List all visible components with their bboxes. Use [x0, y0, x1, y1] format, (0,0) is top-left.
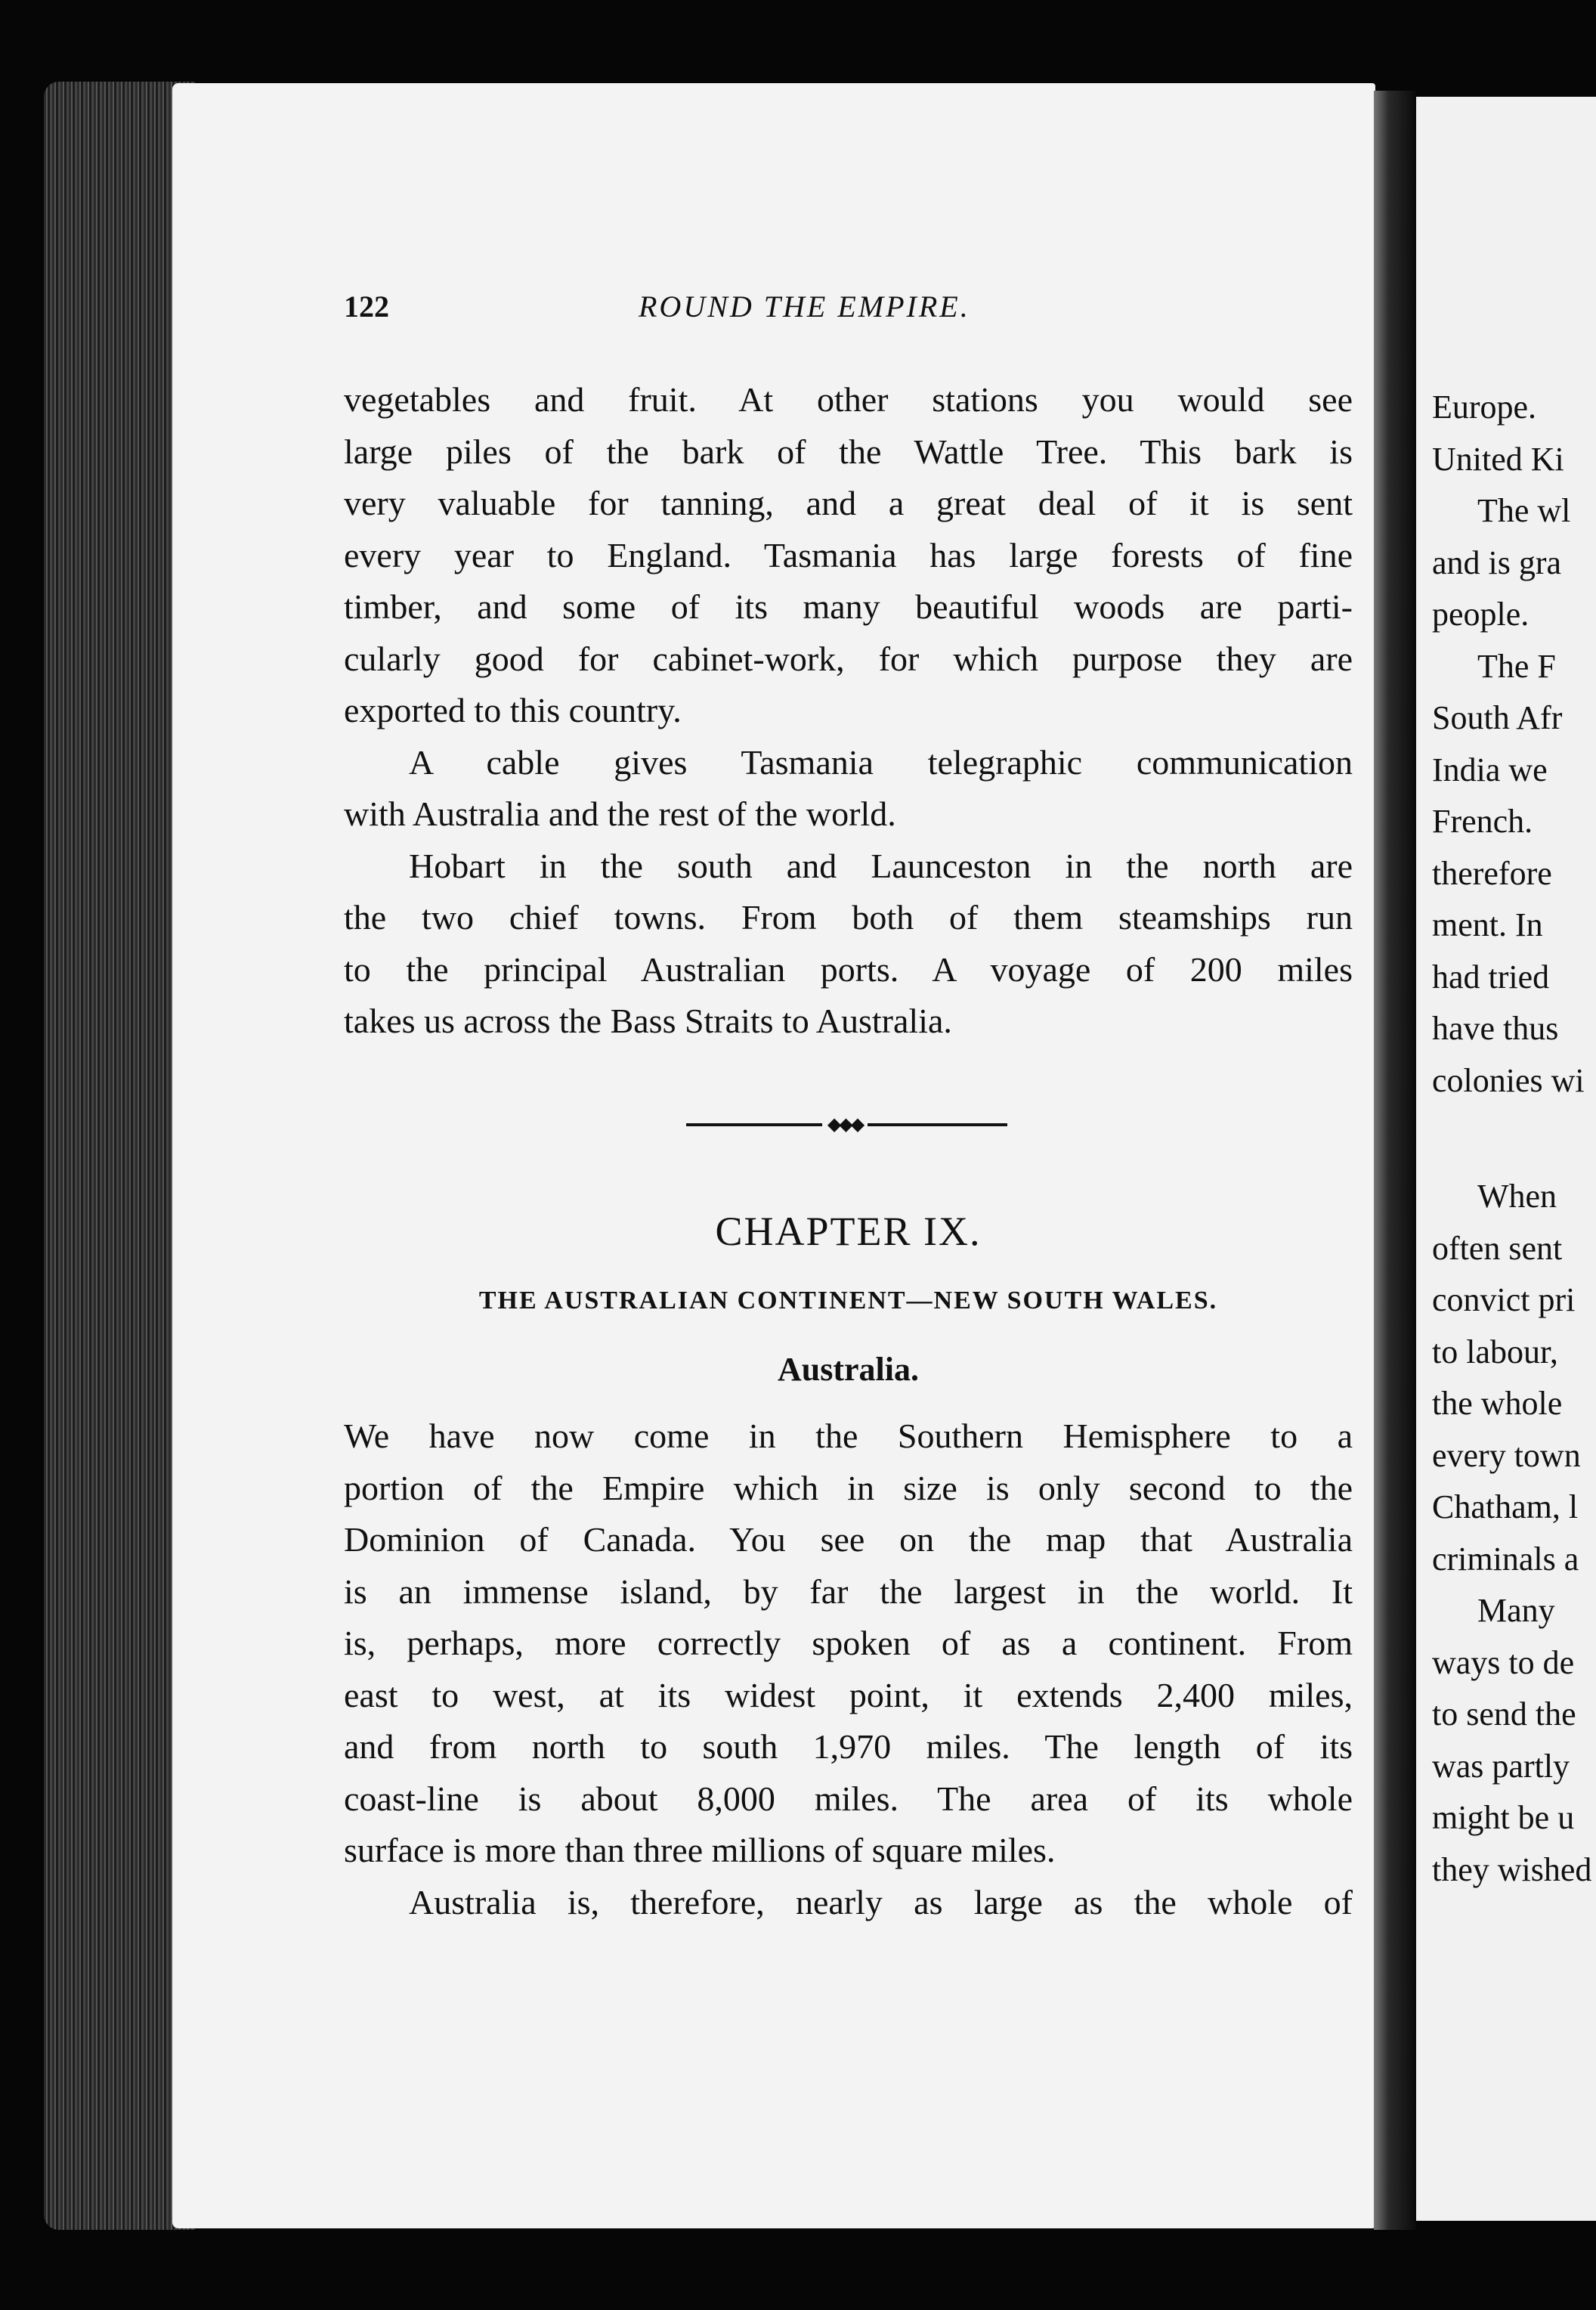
right-text-line: ways to de [1432, 1643, 1575, 1681]
right-text-line: convict pri [1432, 1281, 1576, 1318]
chapter-subtitle: THE AUSTRALIAN CONTINENT—NEW SOUTH WALES. [478, 1287, 1218, 1314]
text-line: exported to this country. [344, 691, 682, 729]
text-line: We have now come in the Southern Hemisphere to a [344, 1417, 1353, 1455]
right-text-line: to send the [1432, 1695, 1576, 1732]
text-line: takes us across the Bass Straits to Australia. [344, 1002, 952, 1040]
text-line: Hobart in the south and Launceston in the north are [409, 846, 1353, 885]
right-text-line: might be u [1432, 1799, 1575, 1836]
right-text-line: to labour, [1432, 1333, 1558, 1370]
right-text-line: was partly [1432, 1747, 1570, 1785]
right-text-line: criminals a [1432, 1540, 1579, 1578]
right-text-line: the whole [1432, 1385, 1563, 1422]
chapter-title: CHAPTER IX. [715, 1209, 982, 1254]
text-line: surface is more than three millions of square miles. [344, 1831, 1056, 1869]
right-text-line: people. [1432, 596, 1530, 633]
divider-ornament: ◆◆◆ [822, 1111, 868, 1138]
right-text-line: they wished [1432, 1850, 1592, 1888]
text-line: the two chief towns. From both of them steamships run [344, 898, 1353, 937]
text-line: large piles of the bark of the Wattle Tree. This bark is [344, 432, 1353, 471]
right-text-line: had tried [1432, 958, 1550, 996]
right-page-text [1432, 382, 1596, 1896]
right-text-line: ment. In [1432, 906, 1543, 943]
right-text-line: Chatham, l [1432, 1488, 1579, 1525]
right-text-line: have thus [1432, 1010, 1559, 1047]
right-text-line: Many [1477, 1592, 1555, 1629]
text-line: is, perhaps, more correctly spoken of as a continent. From [344, 1624, 1353, 1662]
right-text-line: Europe. [1432, 389, 1537, 426]
right-text-line: and is gra [1432, 543, 1562, 581]
book-gutter [1374, 91, 1416, 2230]
text-line: timber, and some of its many beautiful woods are parti- [344, 587, 1353, 626]
right-text-line: India we [1432, 751, 1548, 788]
text-line: east to west, at its widest point, it extends 2,400 miles, [344, 1675, 1353, 1714]
text-line: with Australia and the rest of the world. [344, 794, 896, 833]
running-head: ROUND THE EMPIRE. [639, 290, 970, 324]
text-line: cularly good for cabinet-work, for which purpose they are [344, 639, 1353, 678]
text-line: Dominion of Canada. You see on the map that Australia [344, 1520, 1353, 1559]
body-text-after-chapter [344, 1410, 1353, 1928]
text-line: and from north to south 1,970 miles. The length of its [344, 1727, 1353, 1766]
body-text-before-chapter [344, 374, 1353, 1048]
text-line: every year to England. Tasmania has large forests of fine [344, 535, 1353, 574]
right-text-line: South Afr [1432, 699, 1563, 736]
text-line: is an immense island, by far the largest in the world. It [344, 1571, 1353, 1611]
right-text-line: The F [1477, 647, 1556, 685]
right-text-line: The wl [1477, 492, 1571, 529]
right-text-line: United Ki [1432, 440, 1564, 478]
text-line: to the principal Australian ports. A voyage of 200 miles [344, 949, 1353, 989]
page-header [344, 289, 1356, 334]
text-line: A cable gives Tasmania telegraphic communication [409, 742, 1353, 782]
right-text-line: therefore [1432, 854, 1552, 892]
text-line: Australia is, therefore, nearly as large as the whole of [409, 1882, 1353, 1921]
right-text-line: colonies wi [1432, 1061, 1585, 1099]
right-text-line: When [1477, 1178, 1557, 1215]
page-number: 122 [344, 290, 389, 324]
right-text-line: French. [1432, 803, 1533, 840]
text-line: very valuable for tanning, and a great deal of it is sent [344, 484, 1353, 522]
section-heading: Australia. [778, 1351, 919, 1388]
text-line: portion of the Empire which in size is only second to the [344, 1468, 1353, 1507]
text-line: coast-line is about 8,000 miles. The area of its whole [344, 1779, 1353, 1818]
right-text-line: every town [1432, 1436, 1581, 1474]
text-line: vegetables and fruit. At other stations you would see [344, 380, 1353, 419]
right-text-line: often sent [1432, 1229, 1563, 1267]
